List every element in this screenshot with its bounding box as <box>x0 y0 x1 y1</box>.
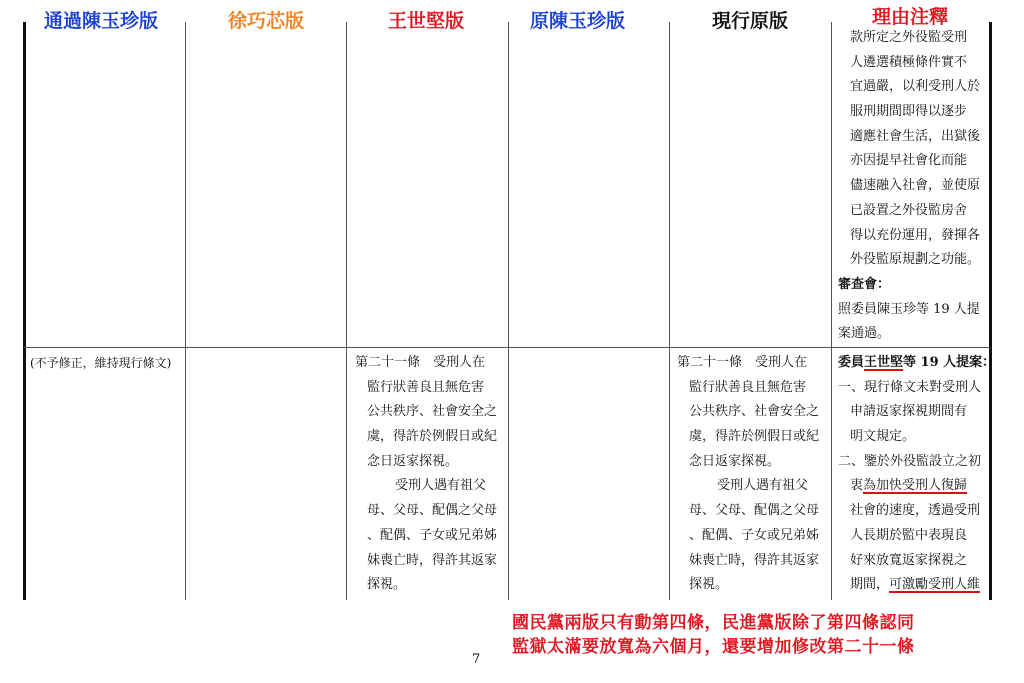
table-divider-5 <box>831 22 832 600</box>
reason-line: 已設置之外役監房舍 <box>850 202 968 218</box>
table-divider-3 <box>508 22 509 600</box>
reason-line: 好來放寬返家探視之 <box>850 552 968 568</box>
table-row-divider <box>24 347 990 348</box>
article-line: 妹喪亡時，得許其返家 <box>689 552 820 568</box>
reason-line: 適應社會生活，出獄後 <box>850 128 981 144</box>
reason-line: 申請返家探視期間有 <box>850 404 968 420</box>
reason-line: 明文規定。 <box>850 429 916 445</box>
proposal-title-pre: 委員 <box>838 355 865 370</box>
article-line: 監行狀善良且無危害 <box>689 379 807 395</box>
reason-line: 人長期於監中表現良 <box>850 527 968 543</box>
article-line: 妹喪亡時，得許其返家 <box>367 552 498 568</box>
underlined-phrase: 為加快受刑人復歸 <box>863 478 968 494</box>
article-line: 虞，得許於例假日或紀 <box>367 429 498 445</box>
reason-line: 一、現行條文未對受刑人 <box>838 379 982 395</box>
article-line: 虞，得許於例假日或紀 <box>689 429 820 445</box>
article21-current <box>677 351 819 598</box>
reason-line: 儘速融入社會，並使原 <box>850 178 981 194</box>
article-line: 公共秩序、社會安全之 <box>689 404 820 420</box>
article-line: 第二十一條 受刑人在 <box>355 355 486 370</box>
table-divider-1 <box>185 22 186 600</box>
article-line: 念日返家探視。 <box>367 453 459 469</box>
reason-line: 照委員陳玉珍等 19 人提 <box>838 301 980 317</box>
header-col4: 原陳玉珍版 <box>530 10 626 32</box>
article-line: 探視。 <box>367 577 407 593</box>
article21-wang <box>355 351 497 598</box>
article-line: 監行狀善良且無危害 <box>367 379 485 395</box>
reason-line: 宜過嚴，以利受刑人於 <box>850 79 981 95</box>
reason-line: 款所定之外役監受刑 <box>850 30 968 45</box>
proposer-name: 王世堅 <box>864 355 904 370</box>
reason-line: 得以充份運用，發揮各 <box>850 227 981 243</box>
article-line: 念日返家探視。 <box>689 453 781 469</box>
reason-line: 衷為加快受刑人復歸 <box>850 478 968 494</box>
reason-line: 社會的速度，透過受刑 <box>850 503 981 519</box>
page-number: 7 <box>472 652 481 667</box>
reason-top-cell <box>838 26 980 347</box>
article-line: 母、父母、配偶之父母 <box>689 503 820 519</box>
reason-line: 二、鑒於外役監設立之初 <box>838 453 982 469</box>
row2-col1-text: (不予修正，維持現行條文) <box>30 356 172 370</box>
reason-row2-cell <box>838 351 995 598</box>
reason-line: 亦因提早社會化而能 <box>850 153 968 169</box>
table-border-left <box>23 22 26 600</box>
review-committee-label: 審查會： <box>838 276 891 292</box>
header-col3: 王世堅版 <box>388 10 465 32</box>
article-line: 母、父母、配偶之父母 <box>367 503 498 519</box>
table-divider-2 <box>346 22 347 600</box>
article-line: 第二十一條 受刑人在 <box>677 355 808 370</box>
header-col5: 現行原版 <box>712 10 789 32</box>
proposal-title-post: 等 19 人提案： <box>903 355 996 370</box>
article-line: 受刑人遇有祖父 <box>717 478 809 494</box>
header-col6: 理由注釋 <box>872 6 949 28</box>
reason-line: 外役監原規劃之功能。 <box>850 252 981 268</box>
annotation-line-1: 國民黨兩版只有動第四條，民進黨版除了第四條認同 <box>512 613 915 633</box>
reason-line: 人遴選積極條件實不 <box>850 54 968 70</box>
article-line: 、配偶、子女或兄弟姊 <box>689 527 820 543</box>
reason-line: 案通過。 <box>838 326 891 342</box>
reason-line: 服刑期間即得以逐步 <box>850 104 968 120</box>
annotation-line-2: 監獄太滿要放寬為六個月，還要增加修改第二十一條 <box>512 637 915 657</box>
article-line: 受刑人遇有祖父 <box>395 478 487 494</box>
underlined-phrase: 可激勵受刑人維 <box>889 577 981 593</box>
article-line: 公共秩序、社會安全之 <box>367 404 498 420</box>
article-line: 、配偶、子女或兄弟姊 <box>367 527 498 543</box>
header-col1: 通過陳玉珍版 <box>44 10 159 32</box>
header-col2: 徐巧芯版 <box>228 10 305 32</box>
proposal-title <box>838 351 995 376</box>
reason-line: 期間，可激勵受刑人維 <box>850 577 981 593</box>
table-divider-4 <box>669 22 670 600</box>
article-line: 探視。 <box>689 577 729 593</box>
